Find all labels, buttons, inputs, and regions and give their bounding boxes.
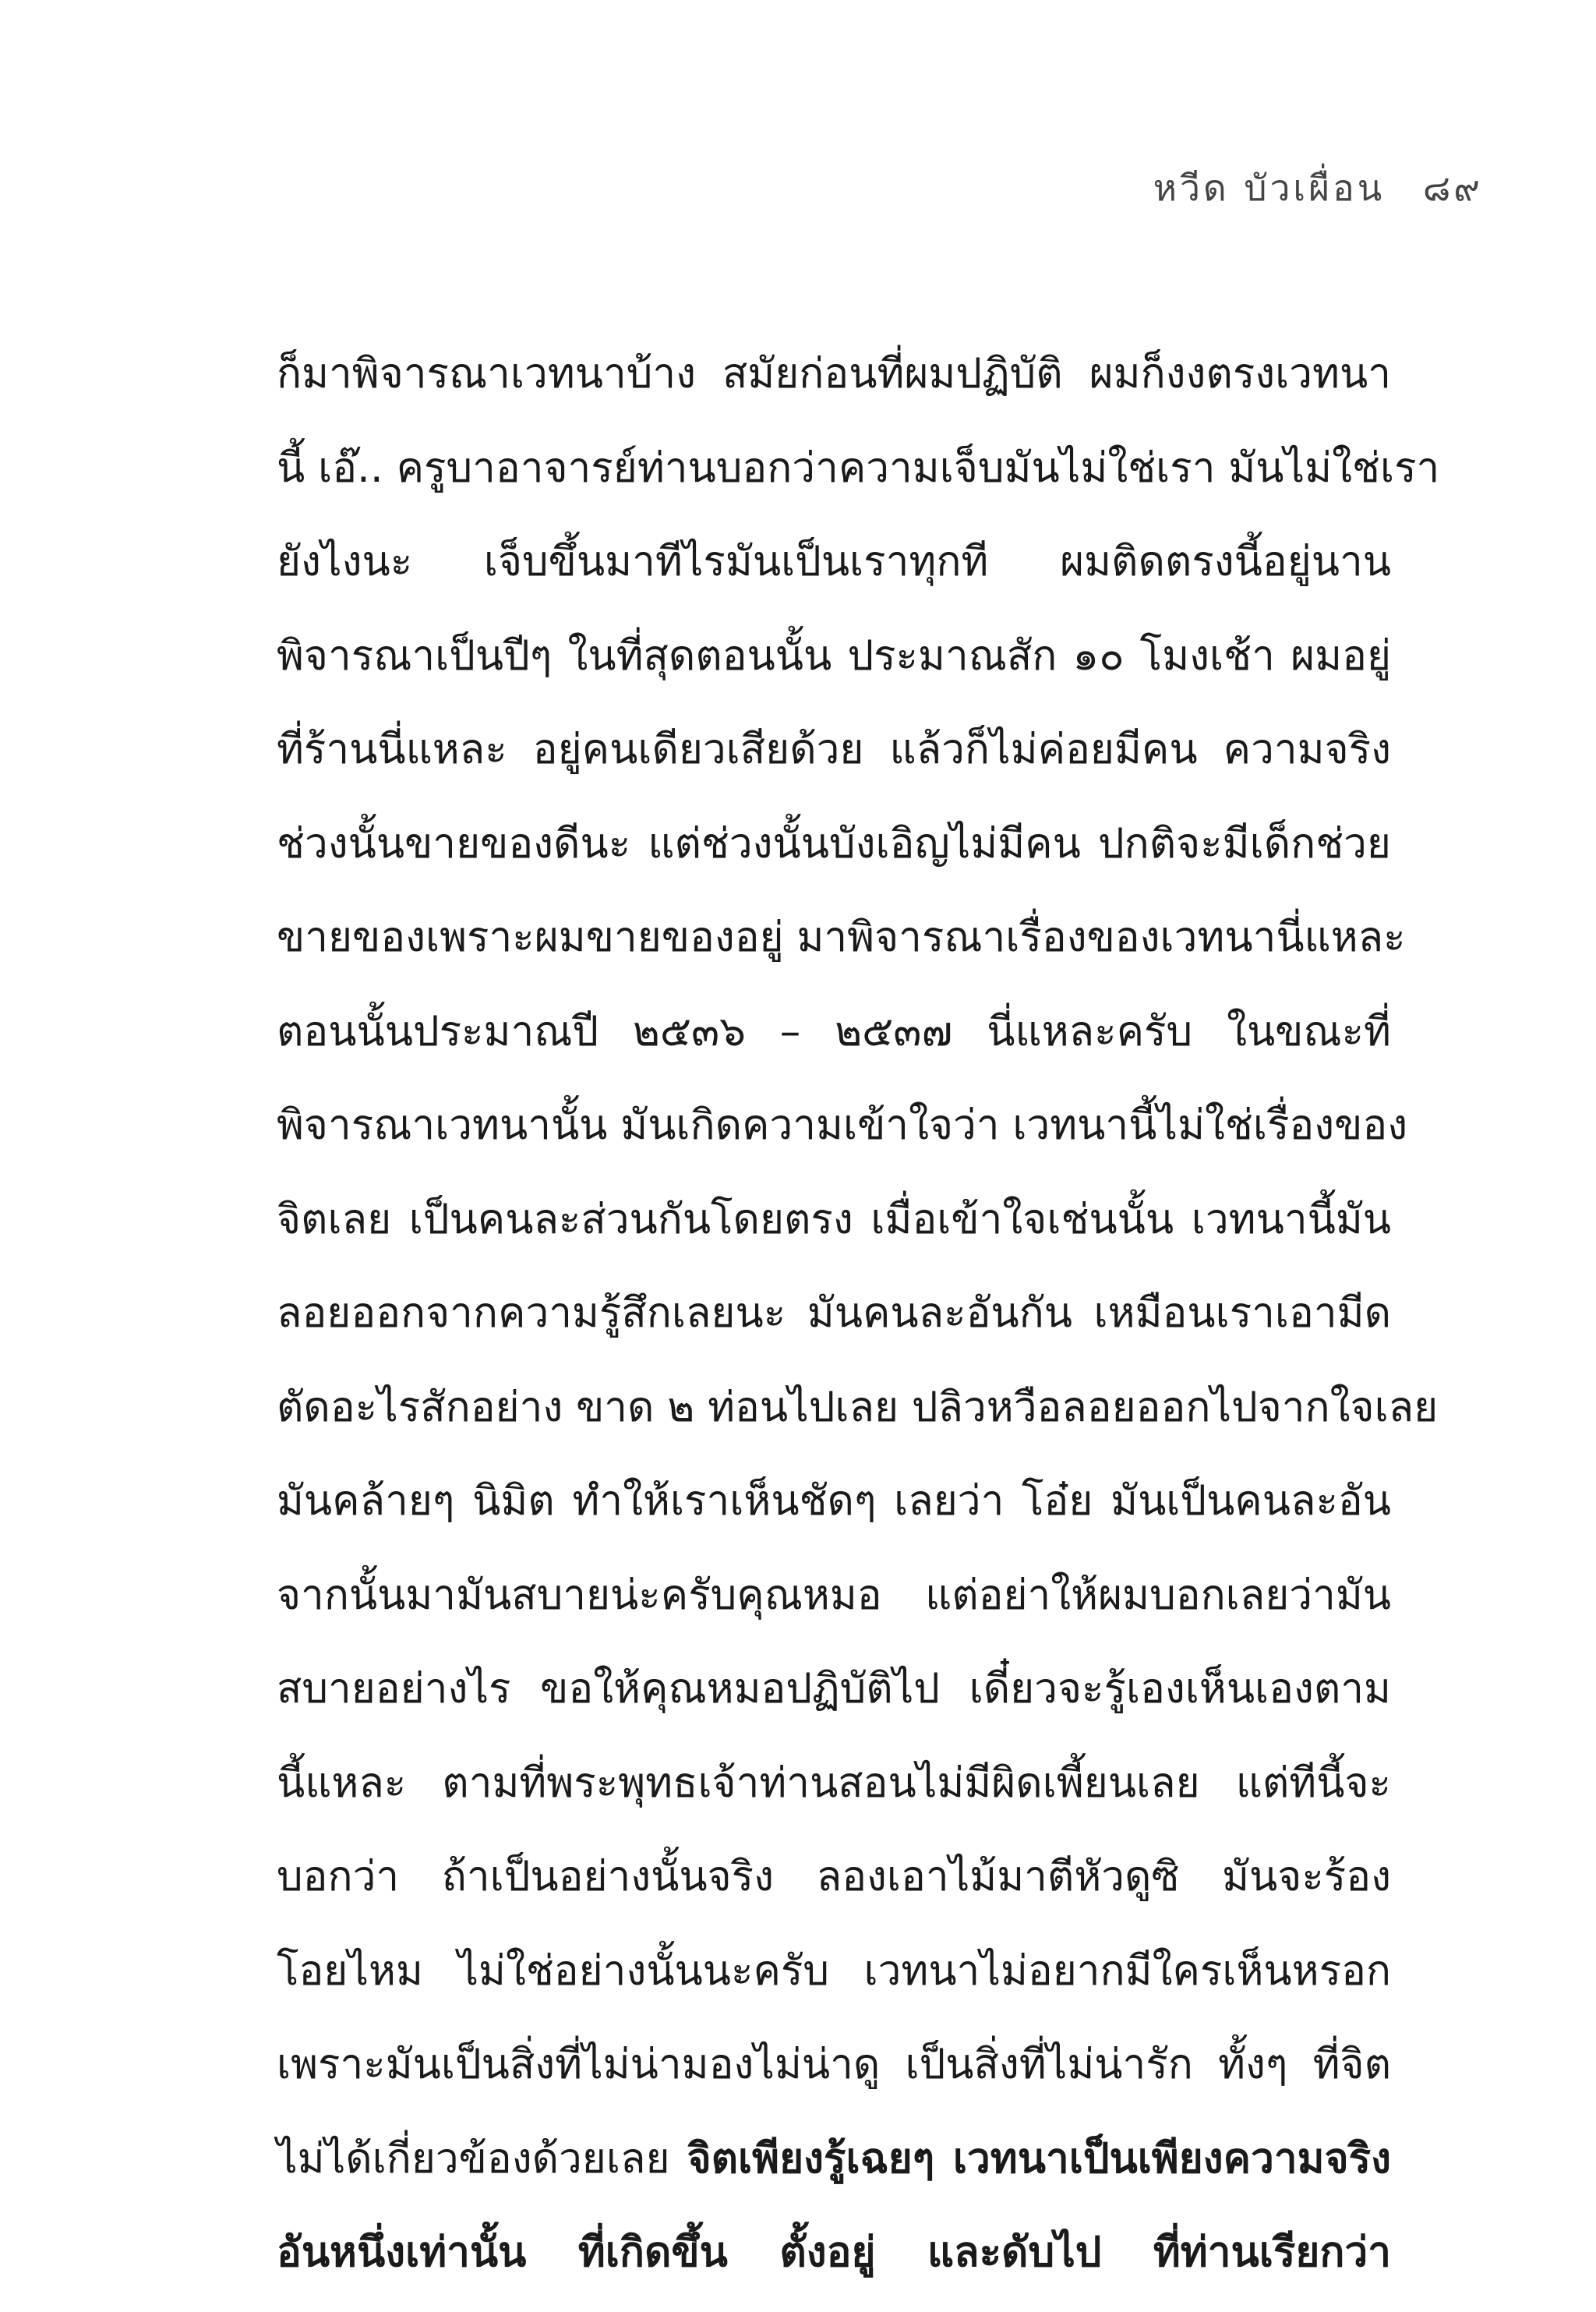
text-line: ยังไงนะ เจ็บขึ้นมาทีไรมันเป็นเราทุกที ผมติดตรงนี้อยู่นาน xyxy=(277,538,1391,585)
text-line: มันคล้ายๆ นิมิต ทำให้เราเห็นชัดๆ เลยว่า โอ๋ย มันเป็นคนละอัน xyxy=(277,1477,1391,1525)
text-line: สบายอย่างไร ขอให้คุณหมอปฏิบัติไป เดี๋ยวจะรู้เองเห็นเองตาม xyxy=(277,1665,1391,1713)
page-number: ๘๙ xyxy=(1422,167,1483,209)
text-line: บอกว่า ถ้าเป็นอย่างนั้นจริง ลองเอาไม้มาตีหัวดูซิ มันจะร้อง xyxy=(277,1853,1391,1900)
text-bold-segment: จิตเพียงรู้เฉยๆ เวทนาเป็นเพียงความจริง xyxy=(687,2134,1391,2183)
text-line: จิตเลย เป็นคนละส่วนกันโดยตรง เมื่อเข้าใจเช่นนั้น เวทนานี้มัน xyxy=(277,1195,1391,1243)
text-line: พิจารณาเป็นปีๆ ในที่สุดตอนนั้น ประมาณสัก ๑๐ โมงเช้า ผมอยู่ xyxy=(277,631,1391,680)
text-line-bold xyxy=(277,2206,1391,2300)
text-bold-segment: อันหนึ่งเท่านั้น ที่เกิดขึ้น ตั้งอยู่ และดับไป ที่ท่านเรียกว่า xyxy=(277,2229,1391,2276)
header-title: หวีด บัวเผื่อน xyxy=(1153,167,1386,209)
text-line: ที่ร้านนี่แหละ อยู่คนเดียวเสียด้วย แล้วก็ไม่ค่อยมีคน ความจริง xyxy=(277,726,1391,773)
text-line: พิจารณาเวทนานั้น มันเกิดความเข้าใจว่า เวทนานี้ไม่ใช่เรื่องของ xyxy=(277,1101,1408,1149)
text-line: ก็มาพิจารณาเวทนาบ้าง สมัยก่อนที่ผมปฏิบัติ ผมก็งงตรงเวทนา xyxy=(277,350,1391,398)
text-line: เพราะมันเป็นสิ่งที่ไม่น่ามองไม่น่าดู เป็นสิ่งที่ไม่น่ารัก ทั้งๆ ที่จิต xyxy=(277,2041,1391,2088)
text-line: นี้ เอ๊.. ครูบาอาจารย์ท่านบอกว่าความเจ็บมันไม่ใช่เรา มันไม่ใช่เรา xyxy=(277,444,1440,492)
text-normal-segment: ไม่ได้เกี่ยวข้องด้วยเลย xyxy=(277,2134,687,2183)
text-line: จากนั้นมามันสบายน่ะครับคุณหมอ แต่อย่าให้ผมบอกเลยว่ามัน xyxy=(277,1571,1391,1619)
text-line: นี้แหละ ตามที่พระพุทธเจ้าท่านสอนไม่มีผิดเพี้ยนเลย แต่ทีนี้จะ xyxy=(277,1759,1391,1807)
text-line-mixed xyxy=(277,2112,1391,2207)
text-line: ขายของเพราะผมขายของอยู่ มาพิจารณาเรื่องของเวทนานี่แหละ xyxy=(277,914,1406,961)
text-line: ลอยออกจากความรู้สึกเลยนะ มันคนละอันกัน เหมือนเราเอามีด xyxy=(277,1289,1391,1337)
text-line: ช่วงนั้นขายของดีนะ แต่ช่วงนั้นบังเอิญไม่มีคน ปกติจะมีเด็กช่วย xyxy=(277,819,1391,868)
text-line: ตอนนั้นประมาณปี ๒๕๓๖ – ๒๕๓๗ นี่แหละครับ ในขณะที่ xyxy=(277,1007,1391,1055)
body-text xyxy=(277,327,1440,2300)
running-header xyxy=(1153,160,1483,217)
text-line: โอยไหม ไม่ใช่อย่างนั้นนะครับ เวทนาไม่อยากมีใครเห็นหรอก xyxy=(277,1946,1391,1995)
text-line: ตัดอะไรสักอย่าง ขาด ๒ ท่อนไปเลย ปลิวหวือลอยออกไปจากใจเลย xyxy=(277,1383,1439,1431)
